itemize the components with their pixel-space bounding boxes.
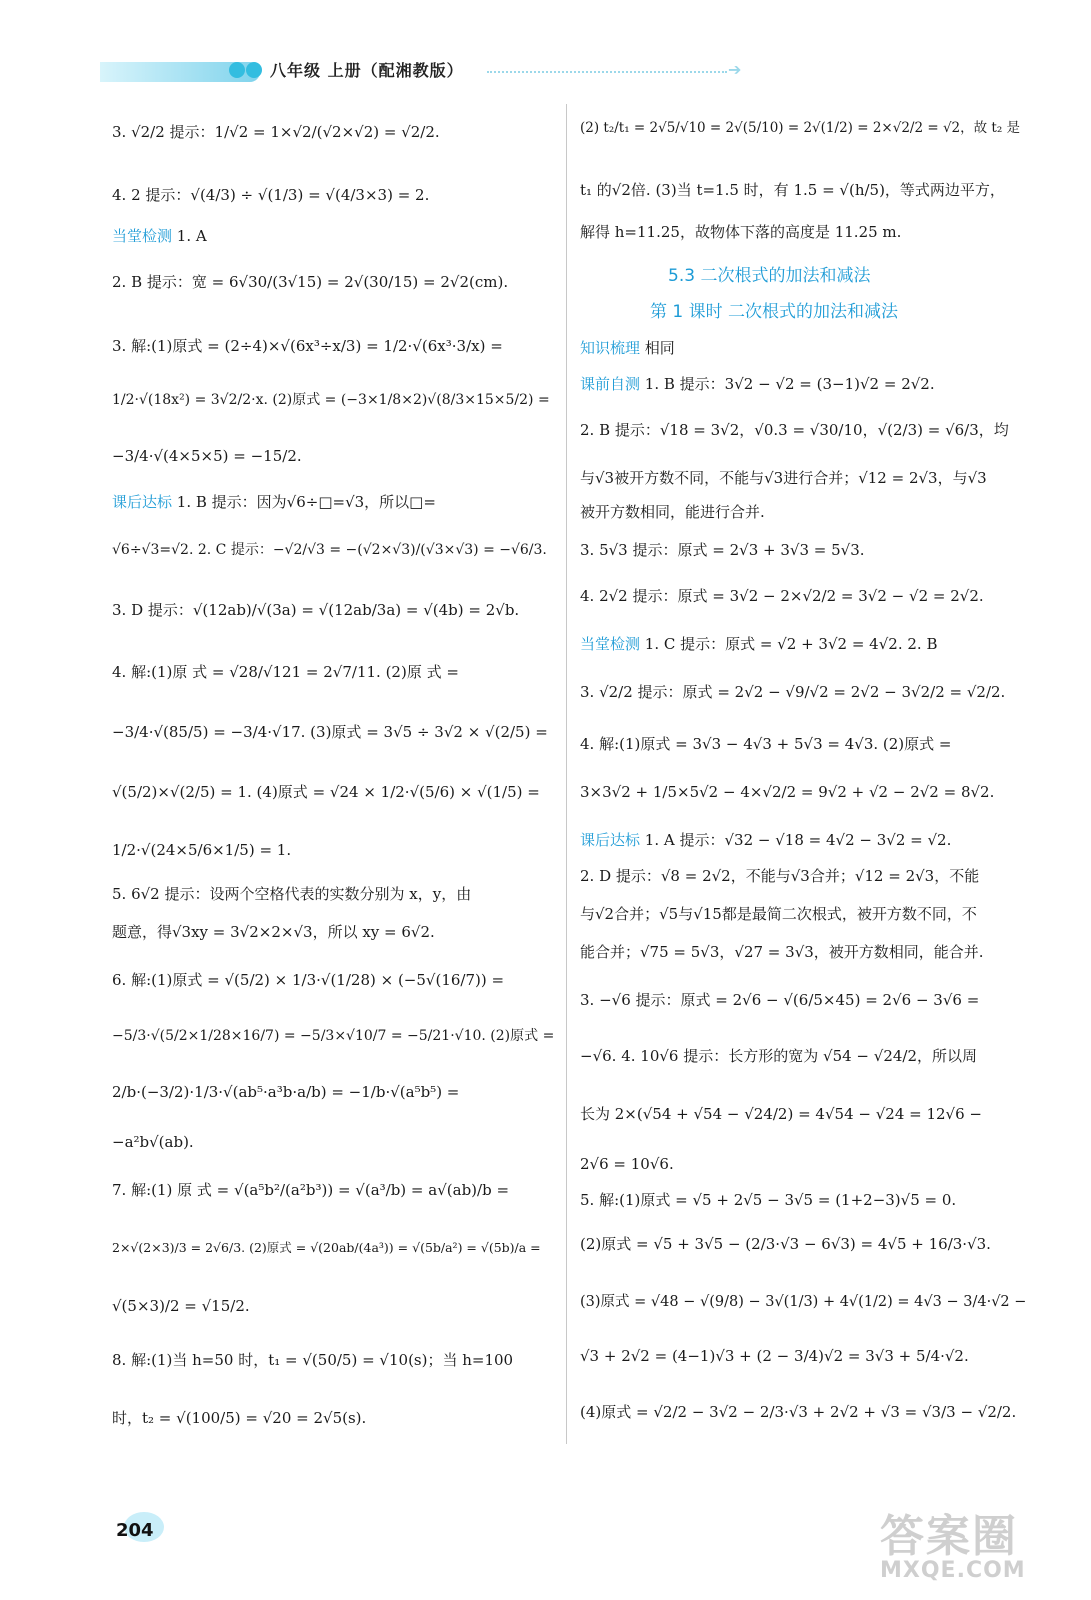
answer-text: 3. √2/2 提示：原式 = 2√2 − √9/√2 = 2√2 − 3√2/2 = √2/2. — [580, 683, 1006, 701]
answer-text: √(5/2)×√(2/5) = 1. (4)原式 = √24 × 1/2·√(5/6) × √(1/5) = — [112, 783, 540, 801]
answer-line — [580, 990, 979, 1010]
answer-line — [580, 1292, 1026, 1312]
answer-line — [580, 1346, 969, 1366]
answer-line — [580, 180, 1005, 200]
answer-text: 1. A — [176, 227, 207, 245]
answer-line — [112, 970, 504, 990]
answer-text: √6÷√3=√2. 2. C 提示：−√2/√3 = −(√2×√3)/(√3×√3) = −√6/3. — [112, 542, 547, 558]
answer-line — [112, 600, 519, 620]
answer-line — [580, 734, 952, 754]
answer-text: 1/2·√(24×5/6×1/5) = 1. — [112, 841, 292, 859]
answer-line — [112, 1238, 541, 1258]
answer-line — [112, 922, 435, 942]
answer-line — [580, 420, 1009, 440]
watermark-site: MXQE.COM — [880, 1558, 1026, 1583]
answer-text: 3×3√2 + 1/5×5√2 − 4×√2/2 = 9√2 + √2 − 2√2 = 8√2. — [580, 783, 995, 801]
answer-line — [112, 1132, 194, 1152]
answer-text: 3. 5√3 提示：原式 = 2√3 + 3√3 = 5√3. — [580, 541, 865, 559]
answer-line — [580, 338, 675, 358]
answer-text: t₁ 的√2倍. (3)当 t=1.5 时，有 1.5 = √(h/5)，等式两边平方， — [580, 181, 1005, 199]
answer-text: 2/b·(−3/2)·1/3·√(ab⁵·a³b·a/b) = −1/b·√(a⁵b⁵) = — [112, 1083, 460, 1101]
answer-line — [580, 540, 865, 560]
answer-line — [580, 222, 901, 242]
answer-line — [112, 122, 440, 142]
answer-line — [112, 1082, 459, 1102]
section-label: 课后达标 — [112, 493, 173, 511]
answer-text: 与√3被开方数不同，不能与√3进行合并；√12 = 2√3，与√3 — [580, 469, 987, 487]
answer-line — [580, 118, 1020, 138]
section-heading — [650, 302, 898, 322]
answer-text: 7. 解:(1) 原 式 = √(a⁵b²/(a²b³)) = √(a³/b) = a√(ab)/b = — [112, 1181, 510, 1199]
answer-text: 题意，得√3xy = 3√2×2×√3，所以 xy = 6√2. — [112, 923, 435, 941]
answer-line — [112, 226, 207, 246]
answer-line — [112, 662, 459, 682]
answer-text: (3)原式 = √48 − √(9/8) − 3√(1/3) + 4√(1/2) = 4√3 − 3/4·√2 − — [580, 1294, 1027, 1310]
section-label: 课前自测 — [580, 375, 641, 393]
section-heading — [668, 266, 870, 286]
answer-line — [112, 185, 429, 205]
answer-text: 1. B 提示：因为√6÷□=√3，所以□= — [176, 493, 436, 511]
section-label: 当堂检测 — [112, 227, 173, 245]
answer-text: √(5×3)/2 = √15/2. — [112, 1297, 250, 1315]
answer-line — [580, 634, 937, 654]
answer-text: 与√2合并；√5与√15都是最简二次根式，被开方数不同，不 — [580, 905, 977, 923]
answer-text: 解得 h=11.25，故物体下落的高度是 11.25 m. — [580, 223, 902, 241]
answer-text: 被开方数相同，能进行合并. — [580, 503, 765, 521]
answer-line — [580, 782, 994, 802]
header-arrow-icon: ➔ — [728, 60, 742, 79]
answer-text: 5. 解:(1)原式 = √5 + 2√5 − 3√5 = (1+2−3)√5 = 0. — [580, 1191, 957, 1209]
answer-line — [112, 1350, 513, 1370]
answer-text: 3. −√6 提示：原式 = 2√6 − √(6/5×45) = 2√6 − 3√6 = — [580, 991, 980, 1009]
answer-line — [580, 374, 935, 394]
answer-text: −a²b√(ab). — [112, 1133, 194, 1151]
answer-line — [112, 722, 548, 742]
answer-text: 4. 解:(1)原式 = 3√3 − 4√3 + 5√3 = 4√3. (2)原式 = — [580, 735, 952, 753]
answer-line — [580, 1046, 977, 1066]
answer-line — [112, 272, 508, 292]
answer-text: −√6. 4. 10√6 提示：长方形的宽为 √54 − √24/2，所以周 — [580, 1047, 978, 1065]
answer-text: √3 + 2√2 = (4−1)√3 + (2 − 3/4)√2 = 3√3 + 5/4·√2. — [580, 1347, 969, 1365]
answer-line — [580, 1234, 991, 1254]
answer-line — [580, 586, 984, 606]
answer-text: 时，t₂ = √(100/5) = √20 = 2√5(s). — [112, 1409, 367, 1427]
answer-text: 5. 6√2 提示：设两个空格代表的实数分别为 x，y，由 — [112, 885, 472, 903]
answer-line — [112, 884, 471, 904]
answer-text: 1. C 提示：原式 = √2 + 3√2 = 4√2. 2. B — [644, 635, 938, 653]
header-title: 八年级 上册（配湘教版） — [270, 61, 464, 80]
answer-text: 1. A 提示：√32 − √18 = 4√2 − 3√2 = √2. — [644, 831, 952, 849]
answer-text: 3. 解:(1)原式 = (2÷4)×√(6x³÷x/3) = 1/2·√(6x³·3/x) = — [112, 337, 503, 355]
answer-text: 2√6 = 10√6. — [580, 1155, 674, 1173]
answer-text: 2. B 提示：宽 = 6√30/(3√15) = 2√(30/15) = 2√2(cm). — [112, 273, 509, 291]
answer-line — [580, 830, 951, 850]
section-label: 当堂检测 — [580, 635, 641, 653]
section-heading-text: 第 1 课时 二次根式的加法和减法 — [650, 302, 899, 322]
answer-line — [112, 1180, 509, 1200]
answer-line — [112, 1408, 366, 1428]
answer-line — [580, 502, 765, 522]
answer-line — [580, 942, 984, 962]
answer-text: 相同 — [644, 339, 675, 357]
answer-line — [112, 390, 550, 410]
answer-text: 3. √2/2 提示：1/√2 = 1×√2/(√2×√2) = √2/2. — [112, 123, 440, 141]
answer-text: 2×√(2×3)/3 = 2√6/3. (2)原式 = √(20ab/(4a³)) = √(5b/a²) = √(5b)/a = — [112, 1240, 541, 1255]
section-label: 课后达标 — [580, 831, 641, 849]
header-dotted-line — [487, 71, 727, 73]
answer-text: (2)原式 = √5 + 3√5 − (2/3·√3 − 6√3) = 4√5 + 16/3·√3. — [580, 1235, 991, 1253]
answer-text: −3/4·√(4×5×5) = −15/2. — [112, 447, 302, 465]
answer-line — [580, 1154, 674, 1174]
answer-text: (4)原式 = √2/2 − 3√2 − 2/3·√3 + 2√2 + √3 = √3/3 − √2/2. — [580, 1403, 1017, 1421]
watermark-main: 答案圈 — [880, 1511, 1018, 1562]
section-heading-text: 5.3 二次根式的加法和减法 — [668, 266, 871, 286]
answer-line — [112, 492, 436, 512]
answer-line — [112, 1026, 554, 1046]
answer-line — [112, 336, 503, 356]
answer-text: 4. 2√2 提示：原式 = 3√2 − 2×√2/2 = 3√2 − √2 = 2√2. — [580, 587, 984, 605]
answer-line — [112, 540, 547, 560]
answer-text: (2) t₂/t₁ = 2√5/√10 = 2√(5/10) = 2√(1/2) = 2×√2/2 = √2，故 t₂ 是 — [580, 120, 1021, 136]
page-number: 204 — [116, 1520, 154, 1541]
answer-text: −3/4·√(85/5) = −3/4·√17. (3)原式 = 3√5 ÷ 3√2 × √(2/5) = — [112, 723, 548, 741]
answer-text: 长为 2×(√54 + √54 − √24/2) = 4√54 − √24 = 12√6 − — [580, 1105, 982, 1123]
answer-line — [580, 1190, 956, 1210]
answer-line — [580, 468, 987, 488]
answer-text: 6. 解:(1)原式 = √(5/2) × 1/3·√(1/28) × (−5√(16/7)) = — [112, 971, 505, 989]
answer-text: 能合并；√75 = 5√3，√27 = 3√3，被开方数相同，能合并. — [580, 943, 984, 961]
answer-line — [112, 1296, 250, 1316]
section-label: 知识梳理 — [580, 339, 641, 357]
answer-line — [580, 1104, 982, 1124]
header-dots-icon — [229, 62, 263, 82]
answer-text: 1/2·√(18x²) = 3√2/2·x. (2)原式 = (−3×1/8×2)√(8/3×15×5/2) = — [112, 392, 550, 408]
answer-text: 4. 解:(1)原 式 = √28/√121 = 2√7/11. (2)原 式 = — [112, 663, 459, 681]
page-header — [0, 0, 1091, 100]
answer-line — [580, 682, 1005, 702]
answer-text: −5/3·√(5/2×1/28×16/7) = −5/3×√10/7 = −5/21·√10. (2)原式 = — [112, 1028, 555, 1044]
answer-line — [112, 840, 291, 860]
answer-text: 1. B 提示：3√2 − √2 = (3−1)√2 = 2√2. — [644, 375, 935, 393]
answer-text: 2. D 提示：√8 = 2√2，不能与√3合并；√12 = 2√3，不能 — [580, 867, 980, 885]
answer-line — [580, 904, 977, 924]
answer-text: 3. D 提示：√(12ab)/√(3a) = √(12ab/3a) = √(4b) = 2√b. — [112, 601, 520, 619]
answer-text: 4. 2 提示：√(4/3) ÷ √(1/3) = √(4/3×3) = 2. — [112, 186, 430, 204]
answer-text: 2. B 提示：√18 = 3√2，√0.3 = √30/10，√(2/3) = √6/3，均 — [580, 421, 1009, 439]
watermark-logo — [880, 1500, 1070, 1590]
column-divider — [566, 104, 567, 1444]
answer-line — [112, 782, 540, 802]
answer-line — [580, 866, 979, 886]
answer-text: 8. 解:(1)当 h=50 时，t₁ = √(50/5) = √10(s)；当 h=100 — [112, 1351, 514, 1369]
answer-line — [112, 446, 302, 466]
answer-line — [580, 1402, 1016, 1422]
